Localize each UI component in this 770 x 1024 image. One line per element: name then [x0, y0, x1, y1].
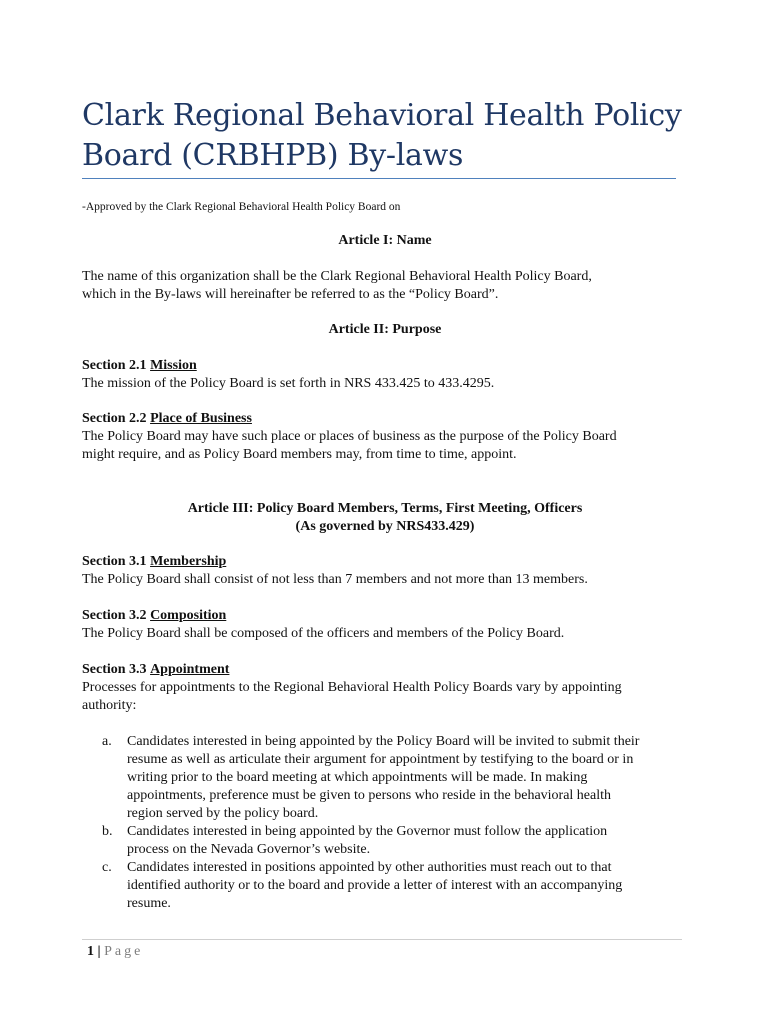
list-item-b-line-1: Candidates interested in being appointed by the Governor must follow the application [127, 824, 608, 839]
list-item [82, 823, 688, 859]
article-1-body-line-2: which in the By-laws will hereinafter be referred to as the “Policy Board”. [82, 287, 499, 302]
section-2-1 [82, 357, 682, 393]
list-item-a-line-4: appointments, preference must be given to persons who reside in the behavioral health [127, 788, 612, 803]
footer-divider [82, 939, 682, 940]
title-divider [82, 178, 676, 179]
section-3-3-body-line-2: authority: [82, 698, 137, 713]
article-1-body [82, 268, 682, 304]
section-3-3-name: Appointment [150, 662, 230, 677]
article-3-heading-line-2: (As governed by NRS433.429) [295, 519, 475, 534]
section-3-2 [82, 607, 682, 643]
section-3-3 [82, 661, 682, 715]
list-item-c-line-2: identified authority or to the board and provide a letter of interest with an accompanying [127, 878, 623, 893]
section-2-2-body-line-2: might require, and as Policy Board members may, from time to time, appoint. [82, 447, 517, 462]
page-word: Page [104, 944, 144, 959]
list-item-c-line-1: Candidates interested in positions appointed by other authorities must reach out to that [127, 860, 612, 875]
approval-note: -Approved by the Clark Regional Behavioral Health Policy Board on [82, 201, 401, 213]
section-3-1-label: Section 3.1 [82, 554, 147, 569]
list-item [82, 733, 688, 823]
document-title-line-1: Clark Regional Behavioral Health Policy [82, 98, 682, 133]
section-2-2-body-line-1: The Policy Board may have such place or places of business as the purpose of the Policy Board [82, 429, 617, 444]
section-3-1-body-line-1: The Policy Board shall consist of not less than 7 members and not more than 13 members. [82, 572, 588, 587]
document-page [82, 0, 688, 1024]
list-item-a-line-1: Candidates interested in being appointed by the Policy Board will be invited to submit their [127, 734, 640, 749]
page-footer [87, 943, 143, 961]
list-marker-b: b. [102, 824, 113, 839]
page-separator: | [97, 944, 101, 959]
section-2-1-name: Mission [150, 358, 197, 373]
article-2-heading: Article II: Purpose [328, 322, 442, 337]
document-title-line-2: Board (CRBHPB) By-laws [82, 138, 464, 173]
list-item-a-line-2: resume as well as articulate their argument for appointment by testifying to the board or in [127, 752, 634, 767]
article-3-heading [82, 500, 688, 536]
section-3-2-label: Section 3.2 [82, 608, 147, 623]
page-number: 1 [87, 944, 94, 959]
section-2-1-label: Section 2.1 [82, 358, 147, 373]
section-3-3-label: Section 3.3 [82, 662, 147, 677]
article-1-heading: Article I: Name [338, 233, 432, 248]
section-2-2-name: Place of Business [150, 411, 252, 426]
section-2-2 [82, 410, 682, 464]
section-3-2-name: Composition [150, 608, 227, 623]
appointment-process-list [82, 733, 688, 913]
section-3-2-body-line-1: The Policy Board shall be composed of the officers and members of the Policy Board. [82, 626, 565, 641]
section-3-1-name: Membership [150, 554, 227, 569]
section-2-2-label: Section 2.2 [82, 411, 147, 426]
section-3-1 [82, 553, 682, 589]
list-item [82, 859, 688, 913]
list-item-c-line-3: resume. [127, 896, 171, 911]
list-marker-c: c. [102, 860, 112, 875]
section-3-3-body-line-1: Processes for appointments to the Regional Behavioral Health Policy Boards vary by appointing [82, 680, 622, 695]
article-3-heading-line-1: Article III: Policy Board Members, Terms, First Meeting, Officers [187, 501, 583, 516]
list-item-b-line-2: process on the Nevada Governor’s website. [127, 842, 371, 857]
document-title [82, 96, 688, 176]
section-2-1-body-line-1: The mission of the Policy Board is set forth in NRS 433.425 to 433.4295. [82, 376, 495, 391]
list-marker-a: a. [102, 734, 112, 749]
article-1-body-line-1: The name of this organization shall be the Clark Regional Behavioral Health Policy Board, [82, 269, 592, 284]
list-item-a-line-5: region served by the policy board. [127, 806, 319, 821]
list-item-a-line-3: writing prior to the board meeting at which appointments will be made. In making [127, 770, 588, 785]
